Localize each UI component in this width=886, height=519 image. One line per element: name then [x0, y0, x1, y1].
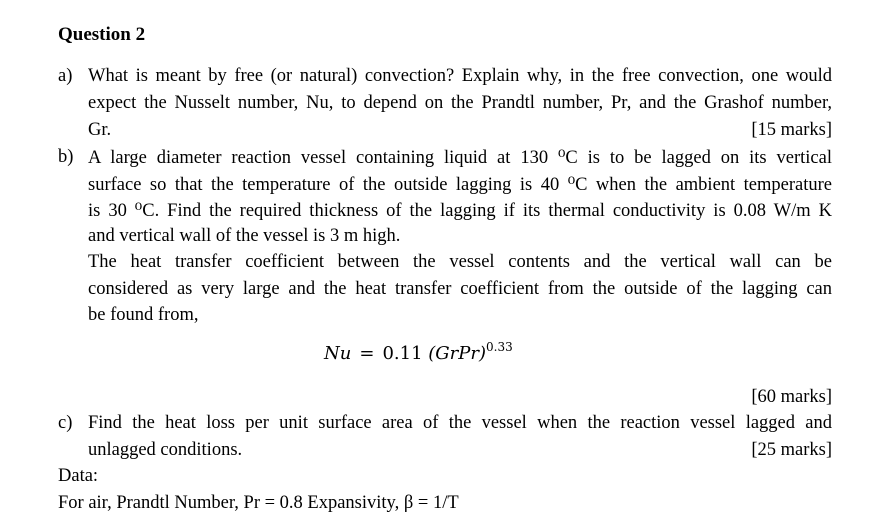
part-c-line-2: unlagged conditions. — [88, 440, 243, 460]
equation-exponent: 0.33 — [486, 340, 513, 354]
part-c-label: c) — [58, 413, 73, 433]
data-heading: Data: — [58, 466, 99, 486]
data-text: For air, Prandtl Number, Pr = 0.8 Expansivity, β = 1/T — [58, 493, 459, 513]
part-b-line-2: surface so that the temperature of the outside lagging is 40 ⁰C when the ambient temperature — [88, 175, 832, 195]
question-title: Question 2 — [58, 24, 146, 45]
part-c-line-1: Find the heat loss per unit surface area of the vessel when the reaction vessel lagged and — [88, 413, 832, 433]
part-c-marks: [25 marks] — [751, 440, 832, 460]
part-b-line-7: be found from, — [88, 305, 199, 325]
nusselt-equation — [324, 340, 513, 364]
part-a-line-2: expect the Nusselt number, Nu, to depend on the Prandtl number, Pr, and the Grashof number, — [88, 93, 832, 113]
equation-lhs: Nu — [324, 343, 352, 364]
part-b-line-1: A large diameter reaction vessel containing liquid at 130 ⁰C is to be lagged on its vertical — [88, 148, 832, 168]
part-a-line-3: Gr. — [88, 120, 112, 140]
part-a-line-1: What is meant by free (or natural) convection? Explain why, in the free convection, one would — [88, 66, 832, 86]
equation-equals: = — [359, 343, 375, 364]
part-b-line-4: and vertical wall of the vessel is 3 m high. — [88, 226, 401, 246]
equation-group: (GrPr) — [428, 343, 486, 364]
part-b-line-3: is 30 ⁰C. Find the required thickness of the lagging if its thermal conductivity is 0.08 W/m K — [88, 201, 832, 221]
part-b-line-5: The heat transfer coefficient between the vessel contents and the vertical wall can be — [88, 252, 832, 272]
part-b-marks: [60 marks] — [751, 387, 832, 407]
part-b-label: b) — [58, 147, 74, 167]
equation-coefficient: 0.11 — [382, 343, 423, 364]
part-b-line-6: considered as very large and the heat transfer coefficient from the outside of the lagging can — [88, 279, 832, 299]
part-a-marks: [15 marks] — [751, 120, 832, 140]
part-a-label: a) — [58, 66, 73, 86]
